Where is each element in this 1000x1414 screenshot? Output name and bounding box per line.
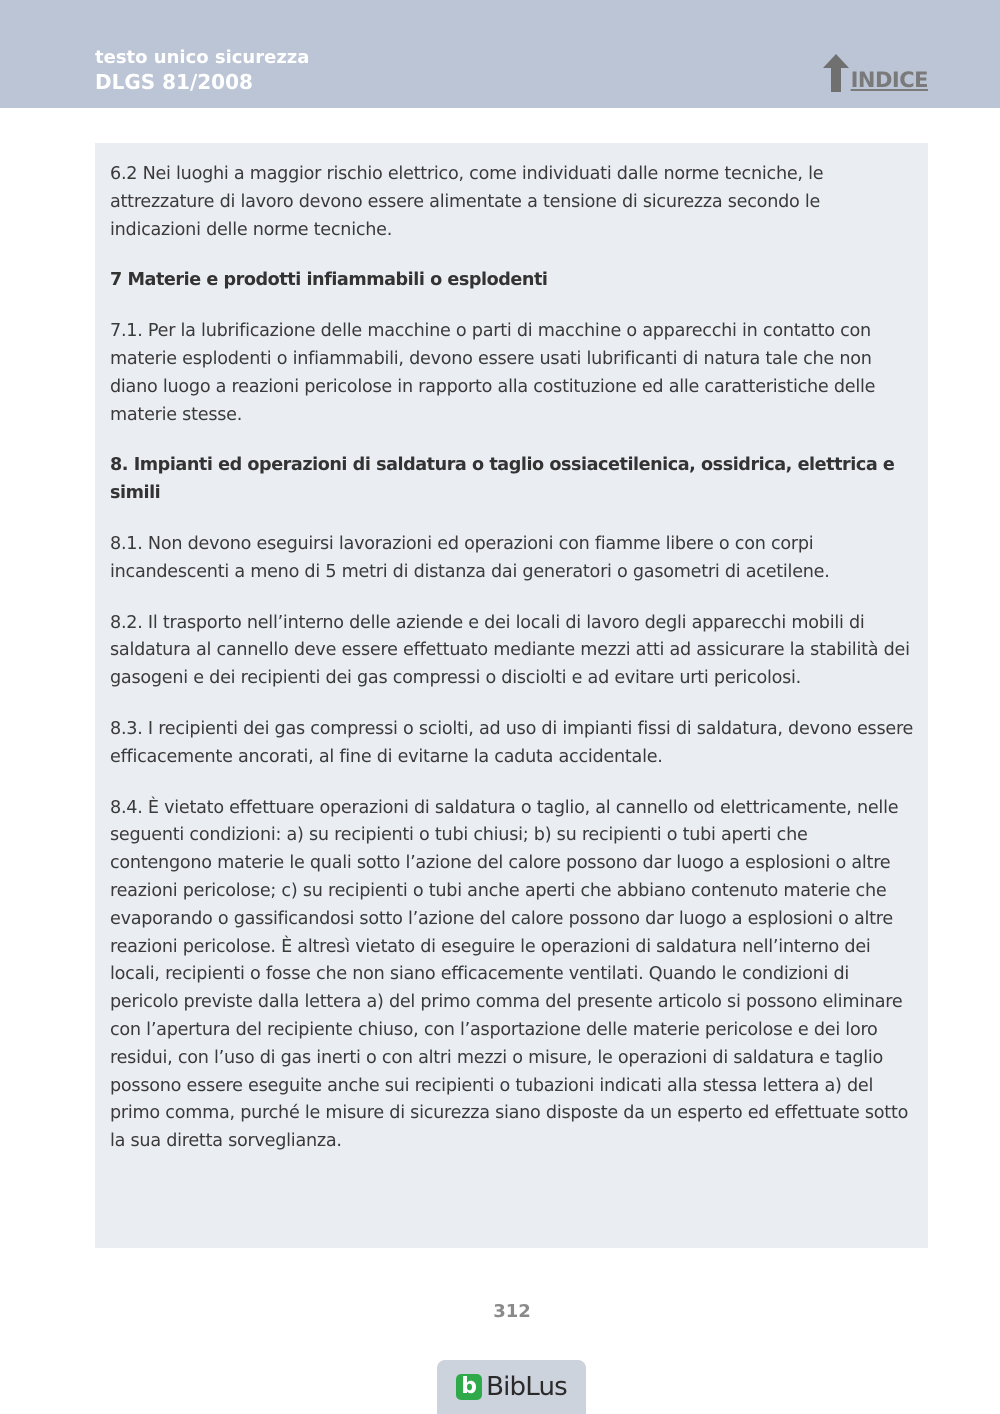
- paragraph-7-1: 7.1. Per la lubrificazione delle macchine o parti di macchine o apparecchi in contatto con materie esplodenti o infiammabili, devono essere usati lubrificanti di natura tale che non diano luogo a reazioni pericolose in rapporto alla costituzione ed alle caratteristiche delle materie stesse.: [110, 321, 876, 425]
- index-link-label[interactable]: INDICE: [850, 68, 928, 92]
- article-content: [95, 143, 928, 1248]
- section-heading-8: 8. Impianti ed operazioni di saldatura o taglio ossiacetilenica, ossidrica, elettrica e simili: [110, 455, 895, 504]
- paragraph-8-1: 8.1. Non devono eseguirsi lavorazioni ed operazioni con fiamme libere o con corpi incandescenti a meno di 5 metri di distanza dai generatori o gasometri di acetilene.: [110, 533, 830, 582]
- section-heading-7: 7 Materie e prodotti infiammabili o esplodenti: [110, 270, 548, 291]
- page-header: [0, 0, 1000, 108]
- biblus-logo-text: BibLus: [486, 1372, 567, 1402]
- paragraph-6-2: 6.2 Nei luoghi a maggior rischio elettrico, come individuati dalle norme tecniche, le attrezzature di lavoro devono essere alimentate a tensione di sicurezza secondo le indicazioni delle norme tecniche.: [110, 164, 824, 240]
- document-title: [95, 46, 309, 94]
- document-title-line1: testo unico sicurezza: [95, 47, 310, 68]
- biblus-logo-tab[interactable]: [437, 1360, 586, 1414]
- paragraph-8-2: 8.2. Il trasporto nell’interno delle aziende e dei locali di lavoro degli apparecchi mobili di saldatura al cannello deve essere effettuato mediante mezzi atti ad assicurare la stabilità dei gasogeni e dei recipienti dei gas compressi o disciolti e ad evitare urti pericolosi.: [110, 612, 910, 689]
- index-link[interactable]: [823, 54, 928, 92]
- arrow-up-icon: [823, 54, 849, 92]
- paragraph-8-3: 8.3. I recipienti dei gas compressi o sciolti, ad uso di impianti fissi di saldatura, devono essere efficacemente ancorati, al fine di evitarne la caduta accidentale.: [110, 718, 914, 767]
- paragraph-8-4: 8.4. È vietato effettuare operazioni di saldatura o taglio, al cannello od elettricamente, nelle seguenti condizioni: a) su recipienti o tubi chiusi; b) su recipienti o tubi aperti che contengono materie le quali sotto l’azione del calore possono dar luogo a esplosioni o altre reazioni pericolose; c) su recipienti o tubi anche aperti che abbiano contenuto materie che evaporando o gassificandosi sotto l’azione del calore possono dar luogo a esplosioni o altre reazioni pericolose. È altresì vietato di eseguire le operazioni di saldatura nell’interno dei locali, recipienti o fosse che non siano efficacemente ventilati. Quando le condizioni di pericolo previste dalla lettera a) del primo comma del presente articolo si possono eliminare con l’apertura del recipiente chiuso, con l’asportazione delle materie pericolose e dei loro residui, con l’uso di gas inerti o con altri mezzi o misure, le operazioni di saldatura e taglio possono essere eseguite anche sui recipienti o tubazioni indicati alla stessa lettera a) del primo comma, purché le misure di sicurezza siano disposte da un esperto ed effettuate sotto la sua diretta sorveglianza.: [110, 797, 909, 1152]
- document-title-line2: DLGS 81/2008: [95, 70, 253, 94]
- biblus-logo-icon: b: [456, 1374, 482, 1400]
- page-number: 312: [493, 1301, 531, 1322]
